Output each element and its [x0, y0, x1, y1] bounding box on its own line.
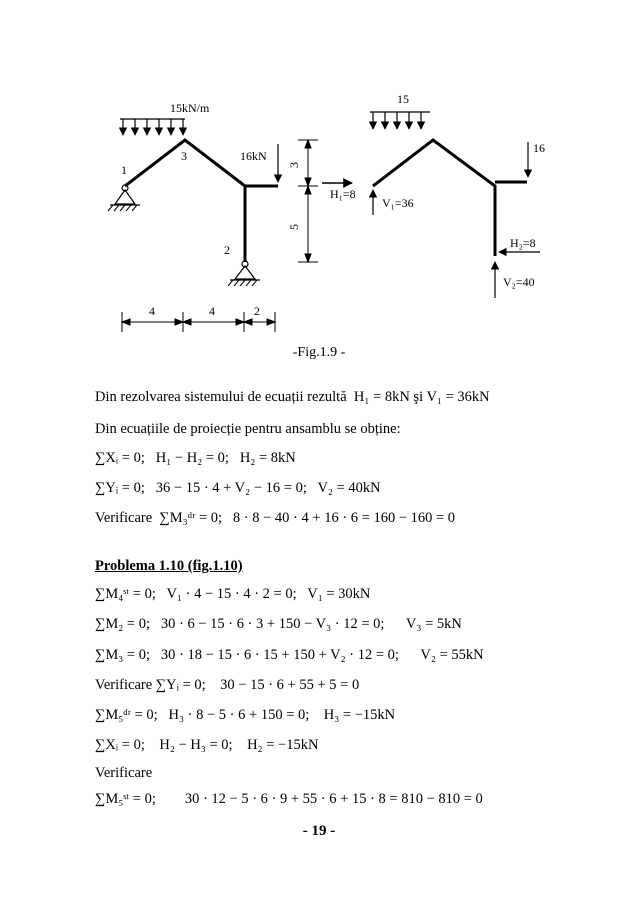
horizontal-dimension: [122, 312, 275, 332]
text-line-result: Din rezolvarea sistemului de ecuații rezultă H₁ = 8kN şi V₁ = 36kN: [95, 389, 490, 405]
text-verificare: Verificare: [95, 765, 153, 781]
label-v1: V₁=36: [382, 196, 414, 210]
label-dim-3: 3: [287, 162, 301, 168]
label-dim-2: 2: [254, 304, 260, 318]
label-node-1: 1: [121, 163, 127, 177]
vertical-dimension: [298, 140, 318, 262]
label-h1: H₁=8: [330, 187, 356, 201]
equation-m5-right: ∑M₅ᵈʳ = 0; H₃ · 8 − 5 · 6 + 150 = 0; H₃ = −15kN: [95, 707, 396, 723]
label-h2: H₂=8: [510, 236, 536, 250]
label-load-left: 15kN/m: [170, 101, 210, 115]
equation-sum-x: ∑Xᵢ = 0; H₁ − H₂ = 0; H₂ = 8kN: [95, 450, 296, 466]
equation-m2: ∑M₂ = 0; 30 · 6 − 15 · 6 · 3 + 150 − V₃ · 12 = 0; V₃ = 5kN: [95, 616, 462, 632]
label-dim-5: 5: [287, 224, 301, 230]
text-line-projection-intro: Din ecuațiile de proiecție pentru ansamblu se obține:: [95, 421, 401, 437]
equation-m4-left: ∑M₄ˢᵗ = 0; V₁ · 4 − 15 · 4 · 2 = 0; V₁ = 30kN: [95, 586, 371, 602]
equation-m5-left: ∑M₅ˢᵗ = 0; 30 · 12 − 5 · 6 · 9 + 55 · 6 + 15 · 8 = 810 − 810 = 0: [95, 791, 483, 807]
figure-1-9: [0, 0, 638, 370]
equation-sum-y: ∑Yᵢ = 0; 36 − 15 · 4 + V₂ − 16 = 0; V₂ = 40kN: [95, 480, 381, 496]
label-dim-4b: 4: [209, 304, 215, 318]
left-frame: [108, 119, 278, 286]
page-number: - 19 -: [302, 823, 336, 839]
label-node-3: 3: [181, 149, 187, 163]
section-heading-problem-1-10: Problema 1.10 (fig.1.10): [95, 558, 243, 574]
equation-check-m3: Verificare ∑M₃ᵈʳ = 0; 8 · 8 − 40 · 4 + 16 · 6 = 160 − 160 = 0: [95, 510, 456, 526]
label-v2: V₂=40: [503, 275, 535, 289]
equation-sum-x-2: ∑Xᵢ = 0; H₂ − H₃ = 0; H₂ = −15kN: [95, 737, 319, 753]
equation-check-y: Verificare ∑Yᵢ = 0; 30 − 15 · 6 + 55 + 5 = 0: [95, 677, 360, 693]
label-force-16: 16kN: [240, 149, 267, 163]
label-dim-4a: 4: [149, 304, 155, 318]
equation-m3: ∑M₃ = 0; 30 · 18 − 15 · 6 · 15 + 150 + V₂ · 12 = 0; V₂ = 55kN: [95, 647, 484, 663]
label-load-right: 15: [397, 92, 409, 106]
label-force-16-right: 16: [533, 141, 545, 155]
figure-caption: -Fig.1.9 -: [292, 345, 346, 360]
label-node-2: 2: [224, 243, 230, 257]
